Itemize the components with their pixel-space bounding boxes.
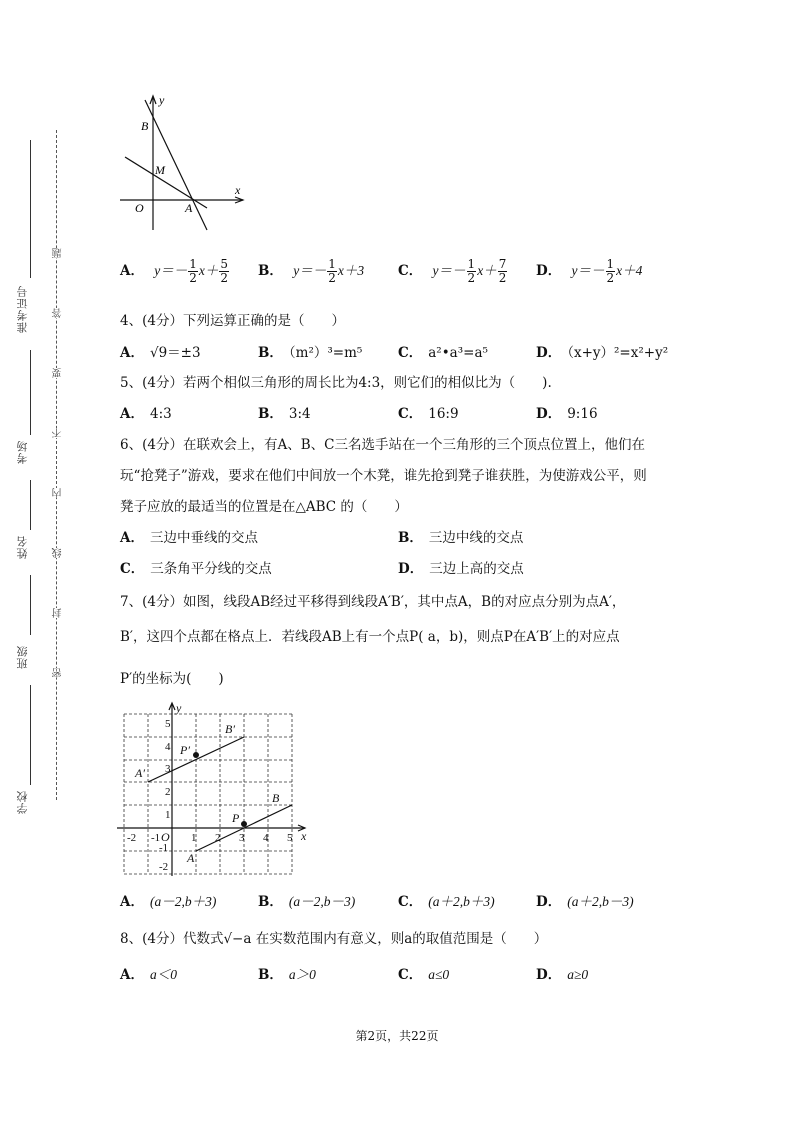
fig1-label-A: A bbox=[185, 201, 193, 215]
field-line bbox=[30, 140, 31, 278]
fig2-label-A: A bbox=[187, 851, 195, 865]
field-line bbox=[30, 575, 31, 635]
q8-option-d[interactable]: D． a≥0 bbox=[536, 967, 589, 983]
q6-stem-line2: 玩“抢凳子”游戏，要求在他们中间放一个木凳，谁先抢到凳子谁获胜，为使游戏公平，则 bbox=[120, 468, 647, 484]
q3-option-b[interactable]: B． y＝－ $\frac{1}{2}$ x＋3 bbox=[258, 257, 365, 285]
q8-option-b[interactable]: B． a＞0 bbox=[258, 967, 316, 983]
fig1-label-B: B bbox=[141, 119, 149, 133]
q6-option-b[interactable]: B． 三边中线的交点 bbox=[398, 530, 524, 546]
fraction: $\frac{1}{2}$ bbox=[467, 257, 476, 285]
fig2-label-P-prime: P′ bbox=[180, 743, 190, 757]
q5-option-a[interactable]: A． 4:3 bbox=[120, 406, 172, 422]
q6-stem-line1: 6、(4分）在联欢会上，有A、B、C三名选手站在一个三角形的三个顶点位置上，他们在 bbox=[120, 437, 645, 453]
q4-option-a[interactable]: A． √9＝±3 bbox=[120, 345, 201, 361]
q5-option-c[interactable]: C． 16:9 bbox=[398, 406, 459, 422]
q3-option-c[interactable]: C． y＝－ $\frac{1}{2}$ x＋ $\frac{7}{2}$ bbox=[398, 257, 507, 285]
fraction: $\frac{1}{2}$ bbox=[189, 257, 197, 285]
q8-option-a[interactable]: A． a＜0 bbox=[120, 967, 177, 983]
q5-stem: 5、(4分）若两个相似三角形的周长比为4:3，则它们的相似比为（ ). bbox=[120, 375, 552, 391]
fig2-label-O: O bbox=[161, 830, 170, 844]
x-tick: 2 bbox=[215, 832, 221, 844]
q4-stem: 4、(4分）下列运算正确的是（ ） bbox=[120, 313, 345, 329]
fig2-label-B-prime: B′ bbox=[225, 722, 235, 736]
field-line bbox=[30, 685, 31, 785]
seal-char: 内 bbox=[53, 488, 64, 498]
y-tick: 5 bbox=[165, 718, 171, 730]
x-tick: 3 bbox=[239, 832, 245, 844]
fig1-label-M: M bbox=[155, 163, 165, 177]
q8-option-c[interactable]: C． a≤0 bbox=[398, 967, 450, 983]
field-line bbox=[30, 480, 31, 530]
fig2-label-y: y bbox=[176, 701, 182, 715]
q7-option-d[interactable]: D． (a＋2,b－3) bbox=[536, 894, 634, 910]
q5-option-d[interactable]: D． 9:16 bbox=[536, 406, 598, 422]
q5-option-b[interactable]: B． 3:4 bbox=[258, 406, 311, 422]
q7-stem-line2: B′，这四个点都在格点上．若线段AB上有一个点P( a，b)，则点P在A′B′上的对应点 bbox=[120, 629, 620, 645]
seal-char: 题 bbox=[53, 248, 64, 258]
x-tick: 5 bbox=[287, 832, 293, 844]
label-school: 学校 bbox=[16, 790, 29, 814]
page-footer: 第2页，共22页 bbox=[355, 1029, 439, 1043]
q4-option-d[interactable]: D． （x+y）²=x²+y² bbox=[536, 345, 669, 361]
fig1-label-y: y bbox=[159, 93, 165, 107]
label-name: 姓名 bbox=[16, 535, 29, 559]
q3-option-d[interactable]: D． y＝－ $\frac{1}{2}$ x＋4 bbox=[536, 257, 643, 285]
figure-linear-graph bbox=[115, 90, 255, 240]
seal-char: 线 bbox=[53, 548, 64, 558]
fig2-label-B: B bbox=[272, 791, 280, 805]
label-exam-number: 准考证号 bbox=[16, 285, 29, 333]
seal-char: 密 bbox=[53, 668, 64, 678]
x-tick: 4 bbox=[263, 832, 269, 844]
q3-option-a[interactable]: A． y＝－ $\frac{1}{2}$ x＋ $\frac{5}{2}$ bbox=[120, 257, 229, 285]
y-tick: 1 bbox=[165, 809, 171, 821]
label-exam-room: 考场 bbox=[16, 440, 29, 464]
fraction: $\frac{5}{2}$ bbox=[220, 257, 229, 285]
seal-char: 封 bbox=[53, 608, 64, 618]
x-tick: 1 bbox=[191, 832, 197, 844]
q8-stem: 8、(4分）代数式√−a 在实数范围内有意义，则a的取值范围是（ ） bbox=[120, 931, 548, 947]
fig1-label-x: x bbox=[235, 183, 241, 197]
q7-stem-line3: P′的坐标为( ) bbox=[120, 671, 224, 687]
seal-char: 要 bbox=[53, 368, 64, 378]
q6-option-c[interactable]: C． 三条角平分线的交点 bbox=[120, 561, 272, 577]
fraction: $\frac{1}{2}$ bbox=[328, 257, 336, 285]
y-tick: -1 bbox=[159, 842, 169, 854]
x-tick: -2 bbox=[127, 832, 137, 844]
y-tick: 2 bbox=[165, 786, 171, 798]
q7-stem-line1: 7、(4分）如图，线段AB经过平移得到线段A′B′，其中点A，B的对应点分别为点A′， bbox=[120, 594, 626, 610]
fig2-label-A-prime: A′ bbox=[135, 766, 145, 780]
y-tick: 3 bbox=[165, 763, 171, 775]
fraction: $\frac{1}{2}$ bbox=[606, 257, 615, 285]
seal-char: 答 bbox=[53, 308, 64, 318]
x-tick: -1 bbox=[151, 832, 161, 844]
q6-stem-line3: 凳子应放的最适当的位置是在△ABC 的（ ） bbox=[120, 499, 408, 515]
seal-line bbox=[56, 130, 57, 800]
fig2-label-P: P bbox=[232, 811, 240, 825]
q4-option-c[interactable]: C． a²•a³=a⁵ bbox=[398, 345, 488, 361]
q7-option-b[interactable]: B． (a－2,b－3) bbox=[258, 894, 356, 910]
q7-option-c[interactable]: C． (a＋2,b＋3) bbox=[398, 894, 495, 910]
q6-option-d[interactable]: D． 三边上高的交点 bbox=[398, 561, 524, 577]
q7-option-a[interactable]: A． (a－2,b＋3) bbox=[120, 894, 217, 910]
label-class: 班级 bbox=[16, 645, 29, 669]
fig1-label-O: O bbox=[135, 201, 144, 215]
seal-char: 不 bbox=[53, 428, 64, 438]
grid-dashed bbox=[124, 714, 292, 874]
fraction: $\frac{7}{2}$ bbox=[498, 257, 507, 285]
figure-translation-grid bbox=[115, 700, 325, 880]
q4-option-b[interactable]: B． （m²）³=m⁵ bbox=[258, 345, 363, 361]
y-tick: 4 bbox=[165, 741, 171, 753]
y-tick: -2 bbox=[159, 861, 169, 873]
field-line bbox=[30, 350, 31, 435]
q6-option-a[interactable]: A． 三边中垂线的交点 bbox=[120, 530, 258, 546]
fig2-label-x: x bbox=[301, 829, 307, 843]
